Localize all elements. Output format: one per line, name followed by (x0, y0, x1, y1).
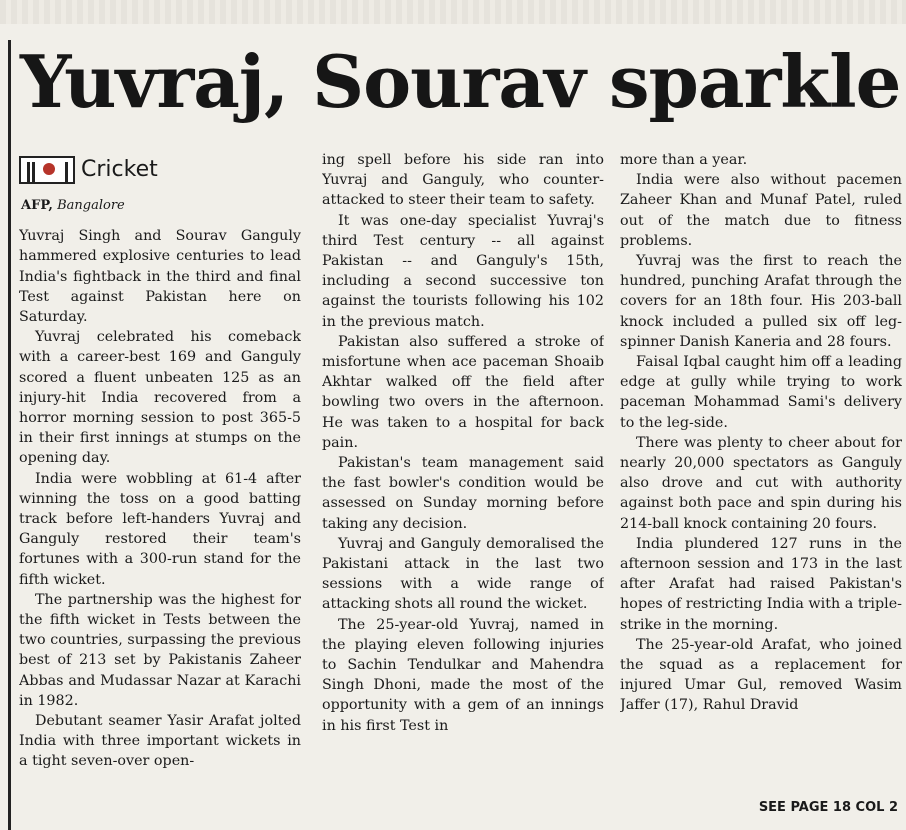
paragraph: Pakistan's team management said the fast bowler's condition would be assessed on Sunday morning before taking any decision. (322, 455, 604, 532)
paragraph: The partnership was the highest for the fifth wicket in Tests between the two countries, surpassing the previous best of 213 set by Pakistanis Zaheer Abbas and Mudassar Nazar at Karachi in 1982. (19, 591, 301, 709)
article-column-1 (19, 150, 301, 812)
byline-location: Bangalore (57, 198, 125, 213)
byline-source: AFP, (21, 198, 53, 213)
paragraph: Yuvraj and Ganguly demoralised the Pakistani attack in the last two sessions with a wide range of attacking shots all round the wicket. (322, 535, 604, 613)
paragraph: The 25-year-old Yuvraj, named in the playing eleven following injuries to Sachin Tendulkar and Mahendra Singh Dhoni, made the most of the opportunity with a gem of an innings in his first Test in (322, 616, 604, 734)
paragraph-continued: more than a year. (620, 152, 748, 168)
paragraph: India were wobbling at 61-4 after winning the toss on a good batting track before left-handers Yuvraj and Ganguly restored their team's fortunes with a 300-run stand for the fifth wicket. (19, 470, 301, 588)
previous-page-strip (0, 0, 906, 24)
paragraph: Yuvraj Singh and Sourav Ganguly hammered explosive centuries to lead India's fightback in the third and final Test against Pakistan here on Saturday. (19, 228, 301, 326)
paragraph: It was one-day specialist Yuvraj's third Test century -- all against Pakistan -- and Ganguly's 15th, including a second successive ton against the tourists following his 102 in the previous match. (322, 212, 604, 330)
paragraph: Pakistan also suffered a stroke of misfortune when ace paceman Shoaib Akhtar walked off the field after bowling two overs in the afternoon. He was taken to a hospital for back pain. (322, 333, 604, 451)
cricket-logo-icon (19, 156, 75, 184)
section-label: Cricket (81, 156, 158, 182)
paragraph: There was plenty to cheer about for nearly 20,000 spectators as Ganguly also drove and cut with authority against both pace and spin during his 214-ball knock containing 20 fours. (620, 434, 902, 532)
continued-jump-link[interactable]: SEE PAGE 18 COL 2 (758, 800, 898, 815)
headline: Yuvraj, Sourav sparkle (20, 39, 901, 124)
column-rule (8, 40, 11, 830)
section-header (19, 152, 301, 188)
paragraph: India plundered 127 runs in the afternoon session and 173 in the last after Arafat had raised Pakistan's hopes of restricting India with a triple-strike in the morning. (620, 535, 902, 633)
paragraph: Yuvraj was the first to reach the hundred, punching Arafat through the covers for an 18th four. His 203-ball knock included a pulled six off leg-spinner Danish Kaneria and 28 fours. (620, 253, 902, 350)
paragraph-continued: ing spell before his side ran into Yuvraj and Ganguly, who counter-attacked to steer their team to safety. (322, 152, 604, 209)
paragraph: Faisal Iqbal caught him off a leading edge at gully while trying to work paceman Mohammad Sami's delivery to the leg-side. (620, 354, 902, 431)
article-column-3 (620, 150, 902, 812)
paragraph: India were also without pacemen Zaheer Khan and Munaf Patel, ruled out of the match due to fitness problems. (620, 172, 902, 249)
paragraph: The 25-year-old Arafat, who joined the squad as a replacement for injured Umar Gul, removed Wasim Jaffer (17), Rahul Dravid (620, 636, 902, 714)
paragraph: Debutant seamer Yasir Arafat jolted India with three important wickets in a tight seven-over open- (19, 713, 301, 770)
byline (21, 196, 301, 216)
paragraph: Yuvraj celebrated his comeback with a career-best 169 and Ganguly scored a fluent unbeaten 125 as an injury-hit India recovered from a horror morning session to post 365-5 in their first innings at stumps on the opening day. (19, 329, 301, 467)
article-column-2 (322, 150, 604, 812)
